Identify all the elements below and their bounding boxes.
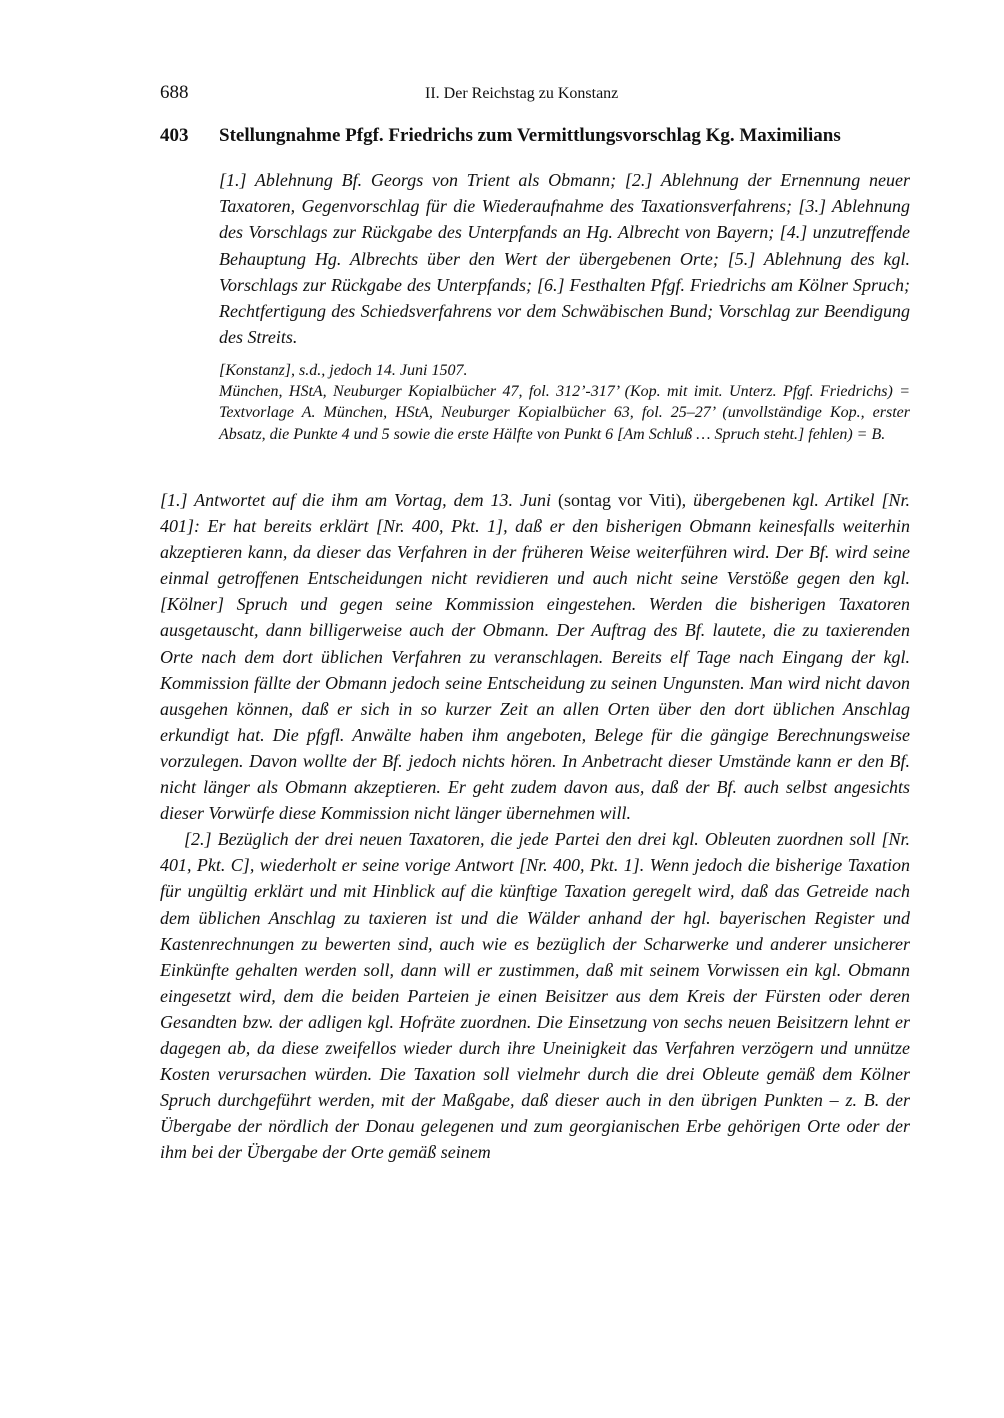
quoted-date: (sontag vor Viti) xyxy=(558,490,682,510)
paragraph-1-body: , übergebenen kgl. Artikel [Nr. 401]: Er hat bereits erklärt [Nr. 400, Pkt. 1], daß er den bisherigen Obmann keinesfalls weiterhin akzeptieren kann, da dieser das Verfahren in der früheren Weise weiterführen wird. Der Bf. wird seine einmal getroffenen Entscheidungen nicht revidieren und auch nicht seine Verstöße gegen den kgl. [Kölner] Spruch und gegen seine Kommission eingestehen. Werden die bisherigen Taxatoren ausgetauscht, dann billigerweise auch der Obmann. Der Auftrag des Bf. lautete, die zu taxierenden Orte nach dem dort üblichen Verfahren zu veranschlagen. Bereits elf Tage nach Eingang der kgl. Kommission fällte der Obmann jedoch seine Entscheidung zu seinen Ungunsten. Man wird nicht davon ausgehen können, daß er sich in so kurzer Zeit an allen Orten über den dort üblichen Anschlag erkundigt hat. Die pfgfl. Anwälte haben ihm angeboten, Belege für die gängige Berechnungsweise vorzulegen. Davon wollte der Bf. jedoch nichts hören. In Anbetracht dieser Umstände kann er den Bf. nicht länger als Obmann akzeptieren. Er geht zudem davon aus, daß der Bf. auch selbst angesichts dieser Vorwürfe diese Kommission nicht länger übernehmen will. xyxy=(160,490,910,824)
document-title: Stellungnahme Pfgf. Friedrichs zum Vermittlungsvorschlag Kg. Maximilians xyxy=(219,125,841,146)
running-head: II. Der Reichstag zu Konstanz xyxy=(425,85,619,102)
source-block xyxy=(219,360,910,445)
date-place: [Konstanz], s.d., jedoch 14. Juni 1507. xyxy=(219,362,468,379)
paragraph-2: [2.] Bezüglich der drei neuen Taxatoren, die jede Partei den drei kgl. Obleuten zuordnen soll [Nr. 401, Pkt. C], wiederholt er seine vorige Antwort [Nr. 400, Pkt. 1]. Wenn jedoch die bisherige Taxation für ungültig erklärt und mit Hinblick auf die künftige Taxation geregelt wird, daß das Getreide nach dem üblichen Anschlag zu taxieren ist und die Wälder anhand der hgl. bayerischen Register und Kastenrechnungen zu bewerten sind, auch wie es bezüglich der Scharwerke und anderer unsicherer Einkünfte gehalten werden soll, dann will er zustimmen, daß mit seinem Vorwissen ein kgl. Obmann eingesetzt wird, dem die beiden Parteien je einen Beisitzer aus dem Kreis der Fürsten oder deren Gesandten bzw. der adligen kgl. Hofräte zuordnen. Die Einsetzung von sechs neuen Beisitzern lehnt er dagegen ab, da diese zweifellos wieder durch ihre Uneinigkeit das Verfahren verzögern und unnütze Kosten verursachen würden. Die Taxation soll vielmehr durch die drei Obleute gemäß dem Kölner Spruch durchgeführt werden, mit der Maßgabe, daß dieser auch in den übrigen Punkten – z. B. der Übergabe der nördlich der Donau gelegenen und zum georgianischen Erbe gehörigen Orte oder der ihm bei der Übergabe der Orte gemäß seinem xyxy=(160,829,910,1163)
paragraph-1 xyxy=(160,487,910,826)
document-number: 403 xyxy=(160,125,189,146)
paragraph-1-opening: [1.] Antwortet auf die ihm am Vortag, dem 13. Juni xyxy=(160,490,552,510)
page-number: 688 xyxy=(160,82,189,103)
regest: [1.] Ablehnung Bf. Georgs von Trient als Obmann; [2.] Ablehnung der Ernennung neuer Taxatoren, Gegenvorschlag für die Wiederaufnahme des Taxationsverfahrens; [3.] Ablehnung des Vorschlags zur Rückgabe des Unterpfands an Hg. Albrecht von Bayern; [4.] unzutreffende Behauptung Hg. Albrechts über den Wert der übergebenen Orte; [5.] Ablehnung des kgl. Vorschlags zur Rückgabe des Unterpfands; [6.] Festhalten Pfgf. Friedrichs am Kölner Spruch; Rechtfertigung des Schiedsverfahrens vor dem Schwäbischen Bund; Vorschlag zur Beendigung des Streits. xyxy=(219,170,910,348)
main-text xyxy=(160,487,910,1165)
source-references: München, HStA, Neuburger Kopialbücher 47, fol. 312’-317’ (Kop. mit imit. Unterz. Pfgf. Friedrichs) = Textvorlage A. München, HStA, Neuburger Kopialbücher 63, fol. 25–27’ (unvollständige Kop., erster Absatz, die Punkte 4 und 5 sowie die erste Hälfte von Punkt 6 [Am Schluß … Spruch steht.] fehlen) = B. xyxy=(219,383,910,443)
